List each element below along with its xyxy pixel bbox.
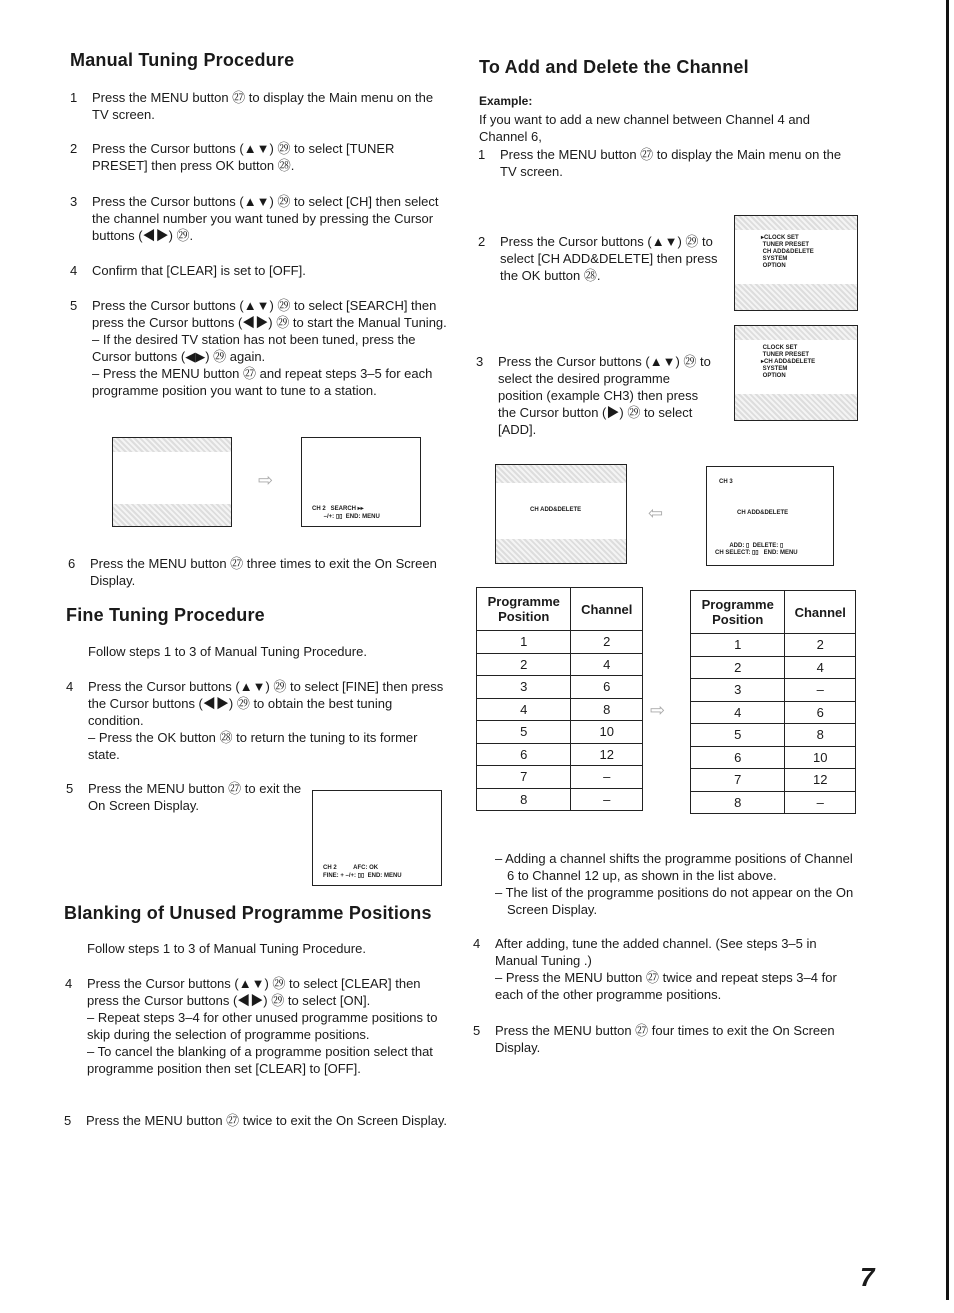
- table-row: [477, 788, 643, 811]
- screen-text: CH 2 SEARCH ▸▸: [312, 506, 364, 512]
- note-shift: – Adding a channel shifts the programme positions of Channel 6 to Channel 12 up, as shown in the list above.: [495, 851, 853, 883]
- noise-band: [735, 326, 857, 340]
- cell-position: 3: [691, 679, 785, 702]
- tv-screen-menu: [112, 437, 232, 527]
- cell-channel: 12: [785, 769, 856, 792]
- manual-step-2: 2 Press the Cursor buttons (▲▼) ㉙ to select [TUNER PRESET] then press OK button ㉘.: [70, 141, 395, 173]
- cell-channel: 4: [785, 656, 856, 679]
- arrow-right-icon: ⇨: [650, 700, 666, 720]
- cell-position: 6: [477, 743, 571, 766]
- cell-channel: 4: [571, 653, 643, 676]
- table-after: [690, 590, 856, 814]
- fine-step-4: 4 Press the Cursor buttons (▲▼) ㉙ to select [FINE] then press the Cursor buttons (◀▶) ㉙ to obtain the best tuning condition. – Press the OK button ㉘ to return the tuning to its former state.: [66, 679, 444, 762]
- table-row: [477, 766, 643, 789]
- cell-position: 1: [691, 634, 785, 657]
- blanking-title: Blanking of Unused Programme Positions: [64, 903, 432, 923]
- noise-band: [113, 438, 231, 452]
- note-list: – The list of the programme positions do not appear on the On Screen Display.: [495, 885, 854, 917]
- example-label: Example:: [479, 94, 533, 108]
- table-row: [477, 653, 643, 676]
- manual-tuning-title: Manual Tuning Procedure: [70, 50, 295, 70]
- tv-screen-main-menu: [734, 215, 858, 311]
- cell-channel: 8: [785, 724, 856, 747]
- table-row: [691, 724, 856, 747]
- noise-band: [496, 539, 626, 563]
- table-row: [691, 746, 856, 769]
- manual-step-4: 4 Confirm that [CLEAR] is set to [OFF].: [70, 263, 306, 278]
- page-number: 7: [860, 1262, 875, 1292]
- screen-text: –/+: ▯▯ END: MENU: [312, 514, 380, 520]
- col-header-position: Programme Position: [477, 588, 571, 631]
- page-edge-rule: [946, 0, 949, 1300]
- fine-intro: Follow steps 1 to 3 of Manual Tuning Procedure.: [88, 644, 367, 659]
- table-row: [691, 769, 856, 792]
- tv-screen-ch-add-menu: [734, 325, 858, 421]
- blank-intro: Follow steps 1 to 3 of Manual Tuning Procedure.: [87, 941, 366, 956]
- cell-channel: 10: [785, 746, 856, 769]
- cell-position: 4: [477, 698, 571, 721]
- manual-step-1: 1 Press the MENU button ㉗ to display the Main menu on the TV screen.: [70, 90, 434, 122]
- noise-band: [735, 284, 857, 310]
- cell-channel: 12: [571, 743, 643, 766]
- cell-channel: –: [571, 788, 643, 811]
- table-row: [477, 676, 643, 699]
- example-text: If you want to add a new channel between Channel 4 and Channel 6,: [479, 112, 811, 144]
- add-notes: [495, 850, 860, 918]
- menu-text: ▸CLOCK SET TUNER PRESET CH ADD&DELETE SYSTEM OPTION: [761, 235, 814, 269]
- cell-position: 1: [477, 631, 571, 654]
- cell-position: 5: [691, 724, 785, 747]
- fine-step-5: 5 Press the MENU button ㉗ to exit the On Screen Display.: [66, 781, 302, 813]
- tv-screen-fine: [312, 790, 442, 886]
- manual-step-5: 5 Press the Cursor buttons (▲▼) ㉙ to select [SEARCH] then press the Cursor buttons (◀▶) ㉙ to start the Manual Tuning. – If the desired TV station has not been tuned, press the Cursor buttons (◀▶) ㉙ again. – Press the MENU button ㉗ and repeat steps 3–5 for each programme position you want to tune to a station.: [70, 298, 447, 398]
- screen-text: ADD: ▯ DELETE: ▯ CH SELECT: ▯▯ END: MENU: [715, 543, 798, 556]
- add-step-5: 5 Press the MENU button ㉗ four times to exit the On Screen Display.: [473, 1023, 835, 1055]
- cell-position: 2: [477, 653, 571, 676]
- cell-position: 8: [691, 791, 785, 814]
- tv-screen-ch3: [706, 466, 834, 566]
- noise-band: [735, 216, 857, 230]
- manual-step-3: 3 Press the Cursor buttons (▲▼) ㉙ to select [CH] then select the channel number you want tuned by pressing the Cursor buttons (◀▶) ㉙.: [70, 194, 439, 243]
- cell-position: 5: [477, 721, 571, 744]
- table-row: [691, 679, 856, 702]
- cell-channel: 6: [785, 701, 856, 724]
- cell-channel: –: [785, 791, 856, 814]
- col-header-channel: Channel: [571, 588, 643, 631]
- cell-position: 2: [691, 656, 785, 679]
- cell-channel: –: [785, 679, 856, 702]
- table-row: [477, 721, 643, 744]
- cell-channel: 6: [571, 676, 643, 699]
- tv-screen-add-delete: [495, 464, 627, 564]
- col-header-channel: Channel: [785, 591, 856, 634]
- table-row: [691, 791, 856, 814]
- manual-step-6: 6 Press the MENU button ㉗ three times to exit the On Screen Display.: [68, 556, 437, 588]
- cell-channel: 10: [571, 721, 643, 744]
- noise-band: [735, 394, 857, 420]
- blank-step-5: 5 Press the MENU button ㉗ twice to exit the On Screen Display.: [64, 1113, 448, 1128]
- arrow-right-icon: ⇨: [258, 470, 274, 490]
- arrow-left-icon: ⇦: [648, 503, 664, 523]
- screen-text: CH ADD&DELETE: [737, 510, 789, 516]
- cell-position: 7: [477, 766, 571, 789]
- table-row: [691, 701, 856, 724]
- add-step-1: 1 Press the MENU button ㉗ to display the Main menu on the TV screen.: [478, 147, 842, 179]
- screen-text: CH 3: [719, 479, 733, 485]
- cell-channel: 2: [571, 631, 643, 654]
- cell-position: 4: [691, 701, 785, 724]
- cell-position: 6: [691, 746, 785, 769]
- table-before: [476, 587, 643, 811]
- noise-band: [496, 465, 626, 483]
- tv-screen-search: [301, 437, 421, 527]
- table-row: [691, 656, 856, 679]
- screen-text: CH ADD&DELETE: [530, 507, 582, 513]
- blank-step-4: 4 Press the Cursor buttons (▲▼) ㉙ to select [CLEAR] then press the Cursor buttons (◀▶) ㉙ to select [ON]. – Repeat steps 3–4 for other unused programme positions to skip during the selection of programme positions. – To cancel the blanking of a programme position select that programme position then set [CLEAR] to [OFF].: [65, 976, 438, 1076]
- add-delete-title: To Add and Delete the Channel: [479, 57, 749, 77]
- cell-position: 7: [691, 769, 785, 792]
- fine-tuning-title: Fine Tuning Procedure: [66, 605, 265, 625]
- cell-position: 8: [477, 788, 571, 811]
- add-step-2: 2 Press the Cursor buttons (▲▼) ㉙ to select [CH ADD&DELETE] then press the OK button ㉘.: [478, 234, 718, 283]
- add-step-4: 4 After adding, tune the added channel. (See steps 3–5 in Manual Tuning .) – Press the MENU button ㉗ twice and repeat steps 3–4 for each of the other programme positions.: [473, 936, 837, 1002]
- noise-band: [113, 504, 231, 526]
- menu-text: CLOCK SET TUNER PRESET ▸CH ADD&DELETE SYSTEM OPTION: [761, 345, 816, 379]
- add-step-3: 3 Press the Cursor buttons (▲▼) ㉙ to select the desired programme position (example CH3) then press the Cursor button (▶) ㉙ to select [ADD].: [476, 354, 711, 437]
- screen-text: FINE: + –/+: ▯▯ END: MENU: [323, 873, 402, 879]
- cell-position: 3: [477, 676, 571, 699]
- cell-channel: 8: [571, 698, 643, 721]
- cell-channel: –: [571, 766, 643, 789]
- table-row: [691, 634, 856, 657]
- table-row: [477, 698, 643, 721]
- screen-text: CH 2 AFC: OK: [323, 865, 379, 871]
- cell-channel: 2: [785, 634, 856, 657]
- table-row: [477, 631, 643, 654]
- col-header-position: Programme Position: [691, 591, 785, 634]
- table-row: [477, 743, 643, 766]
